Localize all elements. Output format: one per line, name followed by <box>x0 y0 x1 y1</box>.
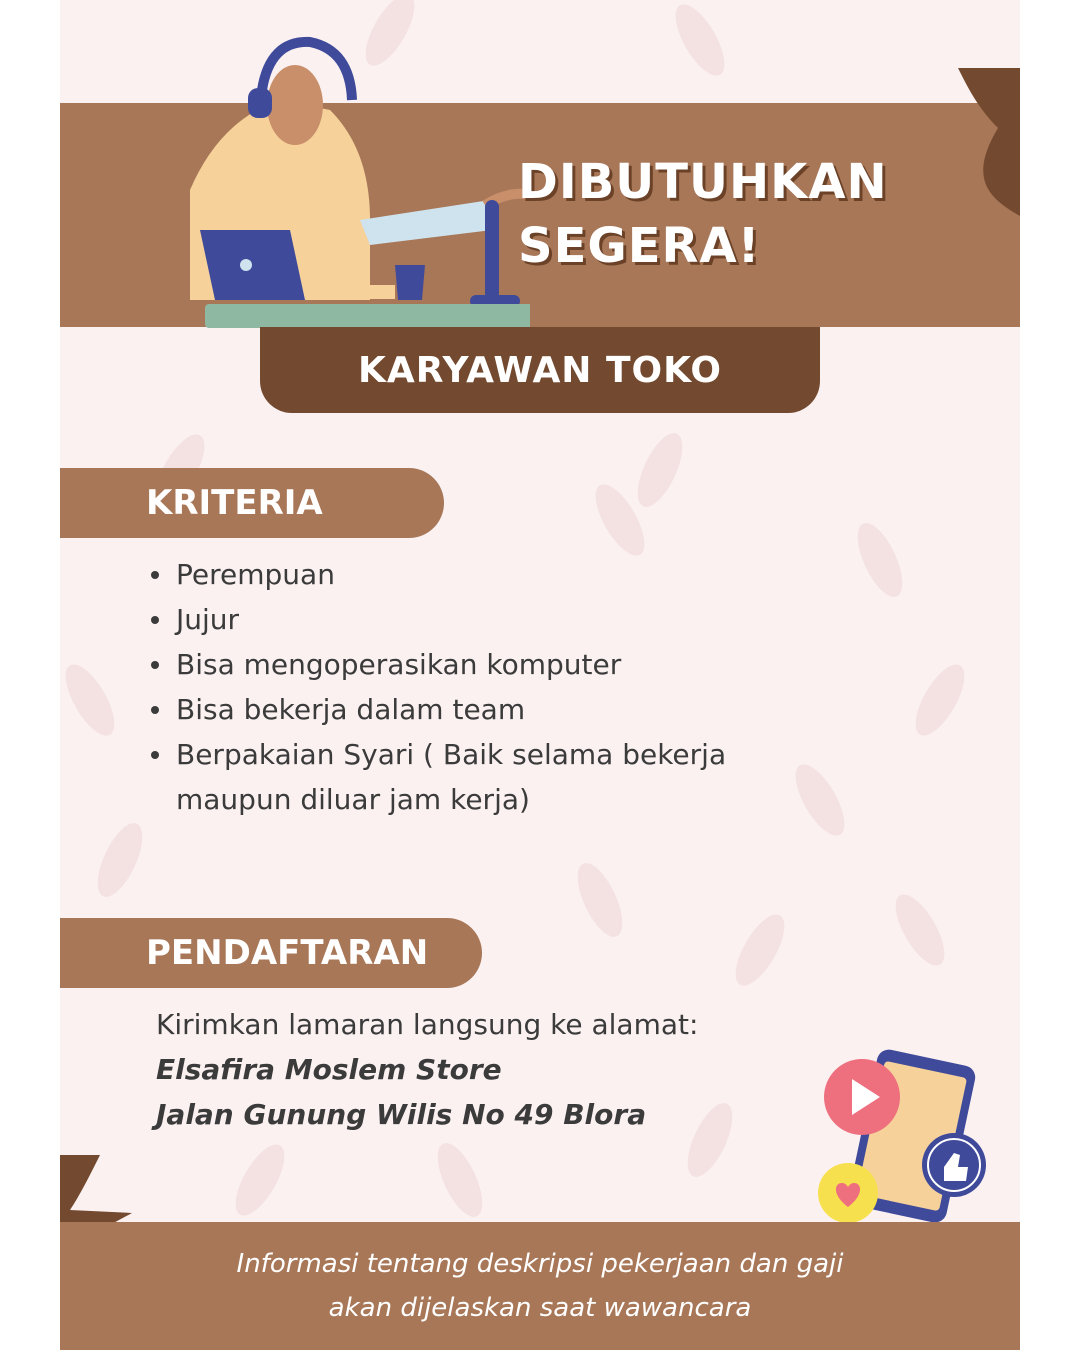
registration-heading-tab <box>60 918 482 988</box>
list-item: Jujur <box>148 597 816 642</box>
job-poster <box>60 0 1020 1350</box>
registration-details <box>156 1002 698 1137</box>
corner-decoration-top-right <box>958 68 1020 216</box>
store-address: Jalan Gunung Wilis No 49 Blora <box>156 1098 647 1131</box>
position-title: KARYAWAN TOKO <box>357 349 723 391</box>
headline-line-2: SEGERA! <box>518 218 761 274</box>
registration-title: PENDAFTARAN <box>146 933 429 973</box>
footer-band <box>60 1222 1020 1350</box>
play-icon <box>824 1059 900 1135</box>
list-item: Bisa mengoperasikan komputer <box>148 642 816 687</box>
list-item: Perempuan <box>148 552 816 597</box>
list-item: Bisa bekerja dalam team <box>148 687 816 732</box>
footer-line-2: akan dijelaskan saat wawancara <box>328 1293 752 1323</box>
woman-at-laptop-illustration <box>130 30 530 330</box>
phone-social-illustration <box>812 1045 1002 1230</box>
footer-line-1: Informasi tentang deskripsi pekerjaan dan gaji <box>236 1249 844 1279</box>
registration-intro: Kirimkan lamaran langsung ke alamat: <box>156 1008 699 1041</box>
headline <box>518 150 888 278</box>
heart-icon <box>818 1163 878 1223</box>
list-item: Berpakaian Syari ( Baik selama bekerja maupun diluar jam kerja) <box>148 732 816 822</box>
like-icon <box>922 1133 986 1197</box>
position-badge <box>260 327 820 413</box>
criteria-heading-tab <box>60 468 444 538</box>
criteria-list <box>148 552 816 822</box>
criteria-title: KRITERIA <box>146 483 323 523</box>
store-name: Elsafira Moslem Store <box>156 1053 502 1086</box>
headline-line-1: DIBUTUHKAN <box>518 154 888 210</box>
